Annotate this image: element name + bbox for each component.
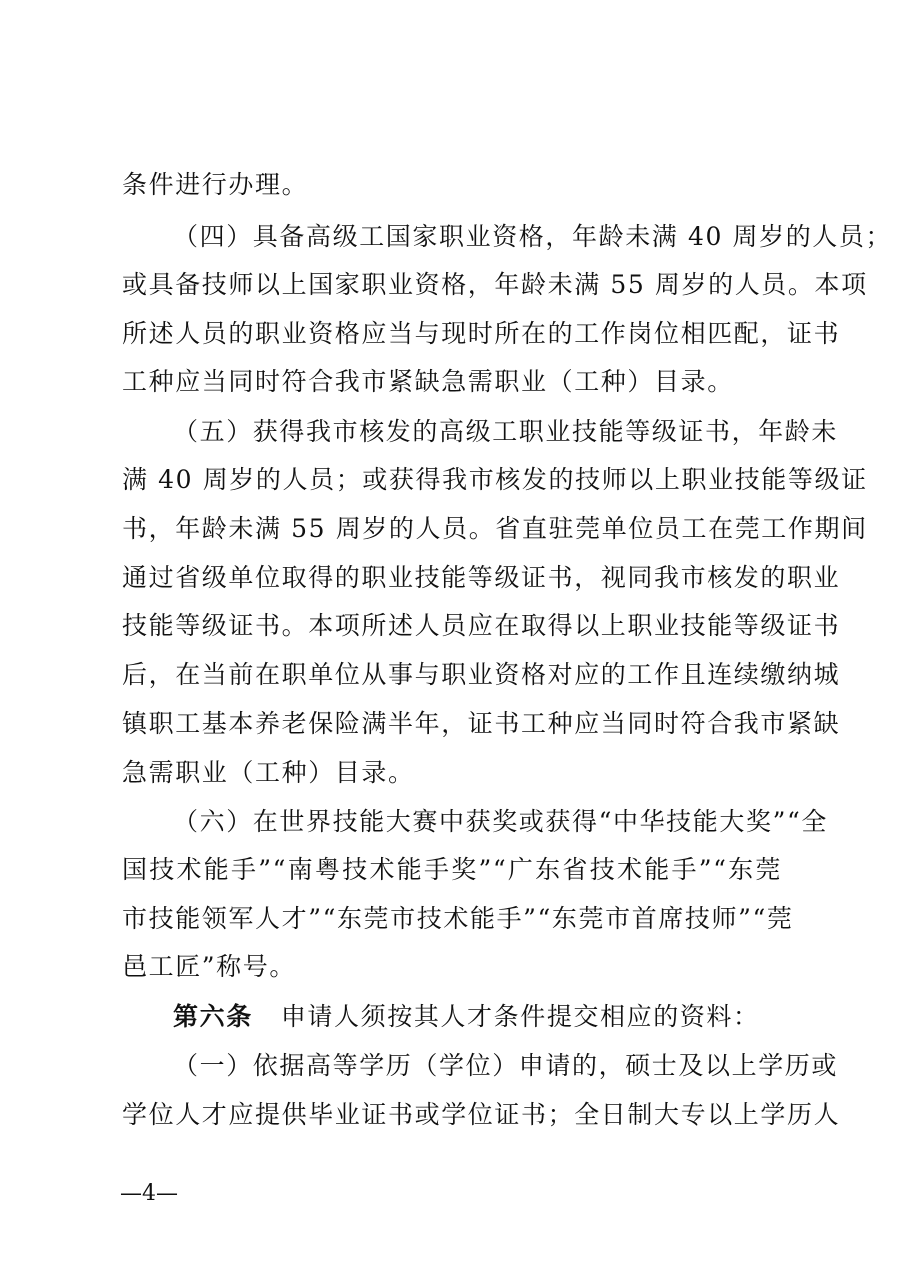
text-line-10: 技能等级证书。本项所述人员应在取得以上职业技能等级证书 (122, 611, 841, 640)
text-line-19: （一）依据高等学历（学位）申请的，硕士及以上学历或 (173, 1051, 839, 1080)
text-line-20: 学位人才应提供毕业证书或学位证书；全日制大专以上学历人 (122, 1100, 841, 1129)
article-six-text: 申请人须按其人才条件提交相应的资料： (280, 1002, 760, 1031)
text-line-6: （五）获得我市核发的高级工职业技能等级证书，年龄未 (173, 417, 839, 446)
text-line-1: 条件进行办理。 (122, 170, 309, 199)
text-line-11: 后，在当前在职单位从事与职业资格对应的工作且连续缴纳城 (122, 660, 841, 689)
text-line-17: 邑工匠”称号。 (122, 952, 296, 981)
text-line-8: 书，年龄未满 55 周岁的人员。省直驻莞单位员工在莞工作期间 (122, 514, 868, 543)
article-number: 第六条 (173, 1002, 253, 1031)
text-line-2: （四）具备高级工国家职业资格，年龄未满 40 周岁的人员； (173, 222, 893, 251)
text-line-13: 急需职业（工种）目录。 (122, 758, 415, 787)
text-line-7: 满 40 周岁的人员；或获得我市核发的技师以上职业技能等级证 (122, 465, 868, 494)
article-six-line (173, 1000, 782, 1034)
text-line-5: 工种应当同时符合我市紧缺急需职业（工种）目录。 (122, 367, 734, 396)
text-line-15: 国技术能手”“南粤技术能手奖”“广东省技术能手”“东莞 (122, 855, 782, 884)
page-number: —4— (120, 1181, 178, 1206)
text-line-4: 所述人员的职业资格应当与现时所在的工作岗位相匹配，证书 (122, 319, 841, 348)
text-line-16: 市技能领军人才”“东莞市技术能手”“东莞市首席技师”“莞 (122, 904, 794, 933)
text-line-14: （六）在世界技能大赛中获奖或获得“中华技能大奖”“全 (173, 807, 828, 836)
text-line-12: 镇职工基本养老保险满半年，证书工种应当同时符合我市紧缺 (122, 709, 841, 738)
text-line-3: 或具备技师以上国家职业资格，年龄未满 55 周岁的人员。本项 (122, 270, 868, 299)
text-line-9: 通过省级单位取得的职业技能等级证书，视同我市核发的职业 (122, 563, 841, 592)
